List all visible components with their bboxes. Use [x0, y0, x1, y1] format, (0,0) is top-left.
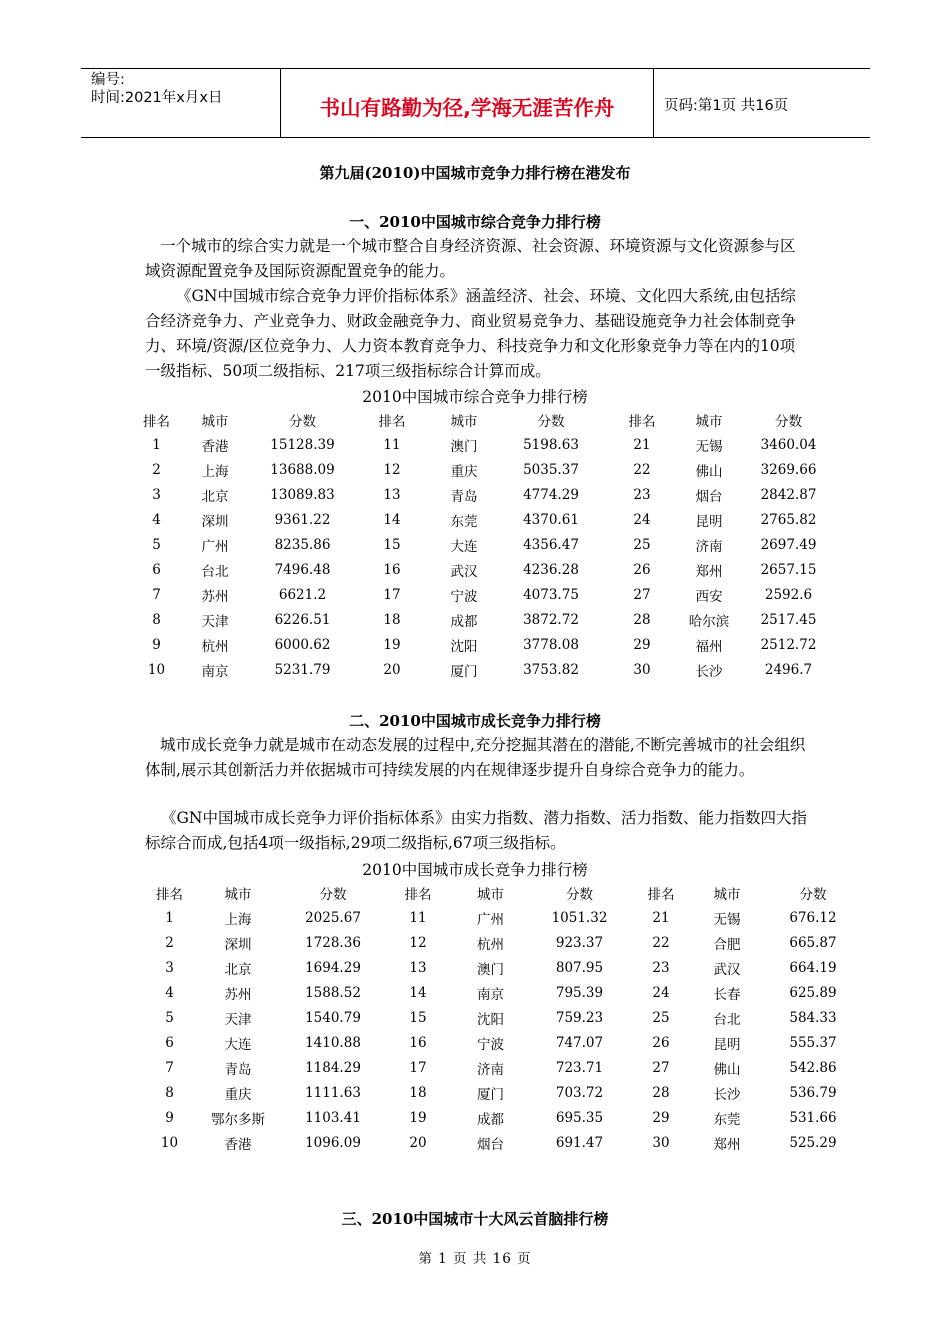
cell-city: 郑州 [713, 1136, 741, 1153]
cell-rank: 19 [409, 1109, 427, 1126]
cell-rank: 23 [633, 486, 651, 503]
cell-score: 1410.88 [305, 1034, 361, 1051]
cell-score: 5231.79 [274, 661, 331, 678]
document-title: 第九届(2010)中国城市竞争力排行榜在港发布 [319, 164, 631, 182]
header-motto: 书山有路勤为径,学海无涯苦作舟 [281, 69, 654, 137]
cell-score: 13089.83 [270, 486, 335, 503]
cell-score: 2657.15 [760, 561, 817, 578]
cell-score: 3460.04 [760, 436, 817, 453]
table-row [146, 1105, 863, 1130]
cell-rank: 8 [165, 1084, 174, 1101]
cell-city: 杭州 [201, 638, 229, 655]
cell-score: 6000.62 [274, 636, 331, 653]
cell-score: 2592.6 [764, 586, 813, 603]
table-row [146, 955, 863, 980]
cell-city: 台北 [201, 563, 229, 580]
column-header-city: 城市 [477, 886, 504, 903]
cell-rank: 22 [633, 461, 651, 478]
cell-city: 武汉 [713, 961, 741, 978]
cell-score: 1111.63 [305, 1084, 361, 1101]
cell-rank: 13 [409, 959, 427, 976]
cell-city: 深圳 [201, 513, 229, 530]
cell-score: 1694.29 [305, 959, 361, 976]
cell-city: 昆明 [695, 513, 723, 530]
cell-score: 2517.45 [760, 611, 817, 628]
cell-city: 南京 [201, 663, 229, 680]
table-row [133, 532, 840, 557]
cell-rank: 16 [409, 1034, 427, 1051]
section1-heading: 一、2010中国城市综合竞争力排行榜 [349, 213, 601, 231]
cell-city: 青岛 [224, 1061, 252, 1078]
cell-rank: 5 [152, 536, 161, 553]
column-header-city: 城市 [695, 413, 723, 430]
cell-score: 664.19 [789, 959, 837, 976]
cell-score: 1184.29 [305, 1059, 361, 1076]
cell-rank: 17 [409, 1059, 427, 1076]
cell-city: 宁波 [477, 1036, 504, 1053]
cell-score: 695.35 [555, 1109, 604, 1126]
cell-city: 重庆 [224, 1086, 252, 1103]
cell-rank: 20 [383, 661, 401, 678]
cell-rank: 13 [383, 486, 401, 503]
cell-score: 1051.32 [551, 909, 608, 926]
cell-city: 济南 [477, 1061, 504, 1078]
cell-rank: 1 [165, 909, 174, 926]
table-row [133, 557, 840, 582]
cell-rank: 4 [152, 511, 161, 528]
cell-rank: 29 [652, 1109, 670, 1126]
cell-score: 1096.09 [305, 1134, 361, 1151]
cell-score: 2025.67 [305, 909, 361, 926]
growth-ranking-table [146, 880, 863, 1155]
cell-score: 3269.66 [760, 461, 817, 478]
cell-score: 703.72 [555, 1084, 604, 1101]
table-row [146, 1005, 863, 1030]
table-row [146, 1030, 863, 1055]
cell-score: 542.86 [789, 1059, 837, 1076]
cell-rank: 8 [152, 611, 161, 628]
cell-score: 6621.2 [278, 586, 327, 603]
column-header-score: 分数 [289, 413, 316, 430]
table-row [146, 1080, 863, 1105]
column-header-rank: 排名 [156, 886, 183, 903]
cell-rank: 9 [152, 636, 161, 653]
table-row [146, 905, 863, 930]
cell-score: 6226.51 [274, 611, 331, 628]
cell-city: 广州 [201, 538, 229, 555]
cell-city: 昆明 [713, 1036, 741, 1053]
section1-paragraph-1: 一个城市的综合实力就是一个城市整合自身经济资源、社会资源、环境资源与文化资源参与区域资源配置竞争及国际资源配置竞争的能力。 [145, 237, 796, 280]
cell-rank: 4 [165, 984, 174, 1001]
cell-rank: 15 [409, 1009, 427, 1026]
cell-city: 北京 [201, 488, 229, 505]
cell-score: 8235.86 [274, 536, 331, 553]
cell-score: 4774.29 [523, 486, 579, 503]
column-header-rank: 排名 [378, 413, 406, 430]
cell-score: 13688.09 [270, 461, 335, 478]
table1-caption: 2010中国城市综合竞争力排行榜 [362, 388, 588, 406]
section2-paragraph-1: 城市成长竞争力就是城市在动态发展的过程中,充分挖掘其潜在的潜能,不断完善城市的社会组织体制,展示其创新活力并依据城市可持续发展的内在规律逐步提升自身综合竞争力的能力。 [145, 736, 806, 779]
cell-city: 厦门 [477, 1086, 504, 1103]
cell-rank: 3 [165, 959, 174, 976]
cell-rank: 21 [652, 909, 670, 926]
cell-city: 武汉 [450, 563, 478, 580]
document-code-label: 编号: [91, 72, 125, 88]
cell-rank: 2 [152, 461, 161, 478]
header-meta [81, 69, 281, 137]
cell-rank: 7 [165, 1059, 174, 1076]
cell-rank: 7 [152, 586, 161, 603]
cell-score: 923.37 [555, 934, 604, 951]
cell-rank: 20 [409, 1134, 427, 1151]
cell-city: 厦门 [450, 663, 478, 680]
cell-rank: 27 [633, 586, 651, 603]
cell-city: 台北 [713, 1011, 741, 1028]
cell-score: 723.71 [555, 1059, 604, 1076]
cell-city: 长春 [713, 986, 741, 1003]
section3-heading: 三、2010中国城市十大风云首脑排行榜 [341, 1210, 609, 1228]
column-header-score: 分数 [566, 886, 593, 903]
cell-rank: 28 [633, 611, 651, 628]
cell-rank: 30 [633, 661, 651, 678]
cell-city: 西安 [695, 588, 723, 605]
cell-rank: 14 [383, 511, 401, 528]
cell-score: 1588.52 [305, 984, 361, 1001]
cell-rank: 2 [165, 934, 174, 951]
cell-score: 807.95 [555, 959, 604, 976]
cell-city: 北京 [224, 961, 252, 978]
cell-city: 香港 [201, 438, 229, 455]
cell-score: 3872.72 [523, 611, 579, 628]
cell-score: 1728.36 [305, 934, 361, 951]
cell-city: 佛山 [695, 463, 723, 480]
cell-city: 深圳 [224, 936, 252, 953]
cell-city: 沈阳 [477, 1011, 504, 1028]
cell-score: 4236.28 [523, 561, 579, 578]
cell-rank: 15 [383, 536, 401, 553]
cell-score: 1103.41 [305, 1109, 361, 1126]
cell-city: 佛山 [713, 1061, 741, 1078]
cell-rank: 30 [652, 1134, 670, 1151]
cell-score: 555.37 [789, 1034, 837, 1051]
column-header-city: 城市 [201, 413, 229, 430]
section1-paragraph-2: 《GN中国城市综合竞争力评价指标体系》涵盖经济、社会、环境、文化四大系统,由包括综合经济竞争力、产业竞争力、财政金融竞争力、商业贸易竞争力、基础设施竞争力社会体制竞争力、环境/资源/区位竞争力、人力资本教育竞争力、科技竞争力和文化形象竞争力等在内的10项一级指标、50项二级指标、217项三级指标综合计算而成。 [145, 287, 797, 380]
cell-rank: 27 [652, 1059, 670, 1076]
cell-city: 天津 [201, 613, 229, 630]
cell-rank: 9 [165, 1109, 174, 1126]
cell-city: 上海 [224, 911, 252, 928]
section2-paragraph-2: 《GN中国城市成长竞争力评价指标体系》由实力指数、潜力指数、活力指数、能力指数四大指标综合而成,包括4项一级指标,29项二级指标,67项三级指标。 [145, 809, 807, 852]
cell-city: 济南 [695, 538, 723, 555]
document-time-label: 时间:2021年x月x日 [91, 90, 223, 106]
section2-heading: 二、2010中国城市成长竞争力排行榜 [349, 712, 601, 730]
cell-city: 成都 [450, 613, 478, 630]
cell-city: 哈尔滨 [688, 613, 730, 630]
cell-rank: 25 [652, 1009, 670, 1026]
cell-city: 福州 [695, 638, 723, 655]
table-row [133, 582, 840, 607]
cell-rank: 12 [409, 934, 427, 951]
cell-score: 2496.7 [764, 661, 813, 678]
page-header [81, 68, 870, 138]
table-row [133, 507, 840, 532]
cell-score: 1540.79 [305, 1009, 361, 1026]
table2-caption: 2010中国城市成长竞争力排行榜 [362, 861, 588, 879]
cell-rank: 17 [383, 586, 401, 603]
table-row [133, 482, 840, 507]
cell-rank: 25 [633, 536, 651, 553]
cell-score: 4073.75 [523, 586, 579, 603]
cell-rank: 24 [652, 984, 670, 1001]
table-row [133, 632, 840, 657]
cell-score: 691.47 [555, 1134, 604, 1151]
cell-score: 5035.37 [523, 461, 579, 478]
cell-rank: 22 [652, 934, 670, 951]
table-row [133, 457, 840, 482]
column-header-score: 分数 [775, 413, 802, 430]
cell-rank: 21 [633, 436, 651, 453]
cell-rank: 26 [633, 561, 651, 578]
cell-city: 无锡 [695, 438, 723, 455]
page-footer: 第 1 页 共 16 页 [418, 1251, 532, 1267]
column-header-rank: 排名 [628, 413, 656, 430]
cell-city: 鄂尔多斯 [211, 1111, 265, 1128]
table-header-row [133, 407, 840, 432]
cell-score: 2842.87 [760, 486, 817, 503]
cell-rank: 12 [383, 461, 401, 478]
cell-score: 747.07 [555, 1034, 604, 1051]
cell-city: 无锡 [713, 911, 741, 928]
cell-rank: 16 [383, 561, 401, 578]
cell-rank: 10 [160, 1134, 179, 1151]
cell-score: 5198.63 [523, 436, 579, 453]
cell-rank: 23 [652, 959, 670, 976]
cell-rank: 14 [409, 984, 427, 1001]
cell-score: 676.12 [789, 909, 837, 926]
cell-city: 天津 [224, 1011, 252, 1028]
cell-score: 4356.47 [523, 536, 579, 553]
cell-score: 795.39 [555, 984, 604, 1001]
cell-city: 澳门 [450, 438, 478, 455]
cell-city: 南京 [477, 986, 504, 1003]
cell-rank: 10 [147, 661, 166, 678]
cell-score: 3753.82 [523, 661, 579, 678]
table-header-row [146, 880, 863, 905]
cell-city: 宁波 [450, 588, 478, 605]
cell-rank: 6 [165, 1034, 174, 1051]
column-header-rank: 排名 [647, 886, 675, 903]
cell-score: 3778.08 [523, 636, 579, 653]
cell-city: 成都 [477, 1111, 504, 1128]
column-header-city: 城市 [224, 886, 252, 903]
table-row [133, 432, 840, 457]
cell-city: 沈阳 [450, 638, 478, 655]
cell-rank: 19 [383, 636, 401, 653]
table-row [133, 657, 840, 682]
cell-city: 东莞 [450, 513, 478, 530]
cell-rank: 18 [383, 611, 401, 628]
column-header-city: 城市 [450, 413, 478, 430]
cell-rank: 26 [652, 1034, 670, 1051]
table-row [146, 980, 863, 1005]
cell-city: 青岛 [450, 488, 478, 505]
cell-city: 东莞 [713, 1111, 741, 1128]
header-page-info: 页码:第1页 共16页 [664, 97, 789, 114]
cell-score: 2765.82 [760, 511, 817, 528]
cell-city: 烟台 [695, 488, 723, 505]
cell-score: 7496.48 [274, 561, 331, 578]
table-row [146, 1055, 863, 1080]
cell-city: 广州 [477, 911, 504, 928]
cell-city: 长沙 [695, 663, 723, 680]
cell-city: 郑州 [695, 563, 723, 580]
cell-score: 4370.61 [523, 511, 579, 528]
cell-rank: 5 [165, 1009, 174, 1026]
column-header-city: 城市 [713, 886, 741, 903]
cell-rank: 28 [652, 1084, 670, 1101]
cell-score: 2697.49 [760, 536, 817, 553]
cell-score: 525.29 [789, 1134, 837, 1151]
table-row [146, 1130, 863, 1155]
cell-score: 15128.39 [270, 436, 335, 453]
cell-rank: 1 [152, 436, 161, 453]
cell-score: 759.23 [555, 1009, 604, 1026]
cell-city: 烟台 [477, 1136, 504, 1153]
cell-city: 重庆 [450, 463, 478, 480]
cell-city: 上海 [201, 463, 229, 480]
cell-city: 香港 [224, 1136, 252, 1153]
cell-rank: 24 [633, 511, 651, 528]
cell-score: 536.79 [789, 1084, 837, 1101]
column-header-score: 分数 [799, 886, 827, 903]
cell-score: 584.33 [789, 1009, 837, 1026]
cell-city: 苏州 [201, 588, 229, 605]
cell-city: 大连 [450, 538, 478, 555]
cell-city: 澳门 [477, 961, 504, 978]
cell-rank: 29 [633, 636, 651, 653]
cell-score: 9361.22 [274, 511, 331, 528]
cell-score: 531.66 [789, 1109, 837, 1126]
cell-city: 杭州 [477, 936, 504, 953]
column-header-rank: 排名 [143, 413, 170, 430]
cell-rank: 11 [383, 436, 401, 453]
cell-score: 665.87 [789, 934, 837, 951]
table-row [133, 607, 840, 632]
cell-rank: 3 [152, 486, 161, 503]
column-header-rank: 排名 [404, 886, 432, 903]
cell-rank: 18 [409, 1084, 427, 1101]
cell-score: 2512.72 [760, 636, 817, 653]
composite-ranking-table [133, 407, 840, 682]
cell-rank: 6 [152, 561, 161, 578]
cell-city: 苏州 [224, 986, 252, 1003]
cell-city: 长沙 [713, 1086, 741, 1103]
cell-score: 625.89 [789, 984, 837, 1001]
column-header-score: 分数 [537, 413, 565, 430]
column-header-score: 分数 [319, 886, 347, 903]
cell-rank: 11 [409, 909, 427, 926]
table-row [146, 930, 863, 955]
cell-city: 大连 [224, 1036, 252, 1053]
cell-city: 合肥 [713, 936, 741, 953]
